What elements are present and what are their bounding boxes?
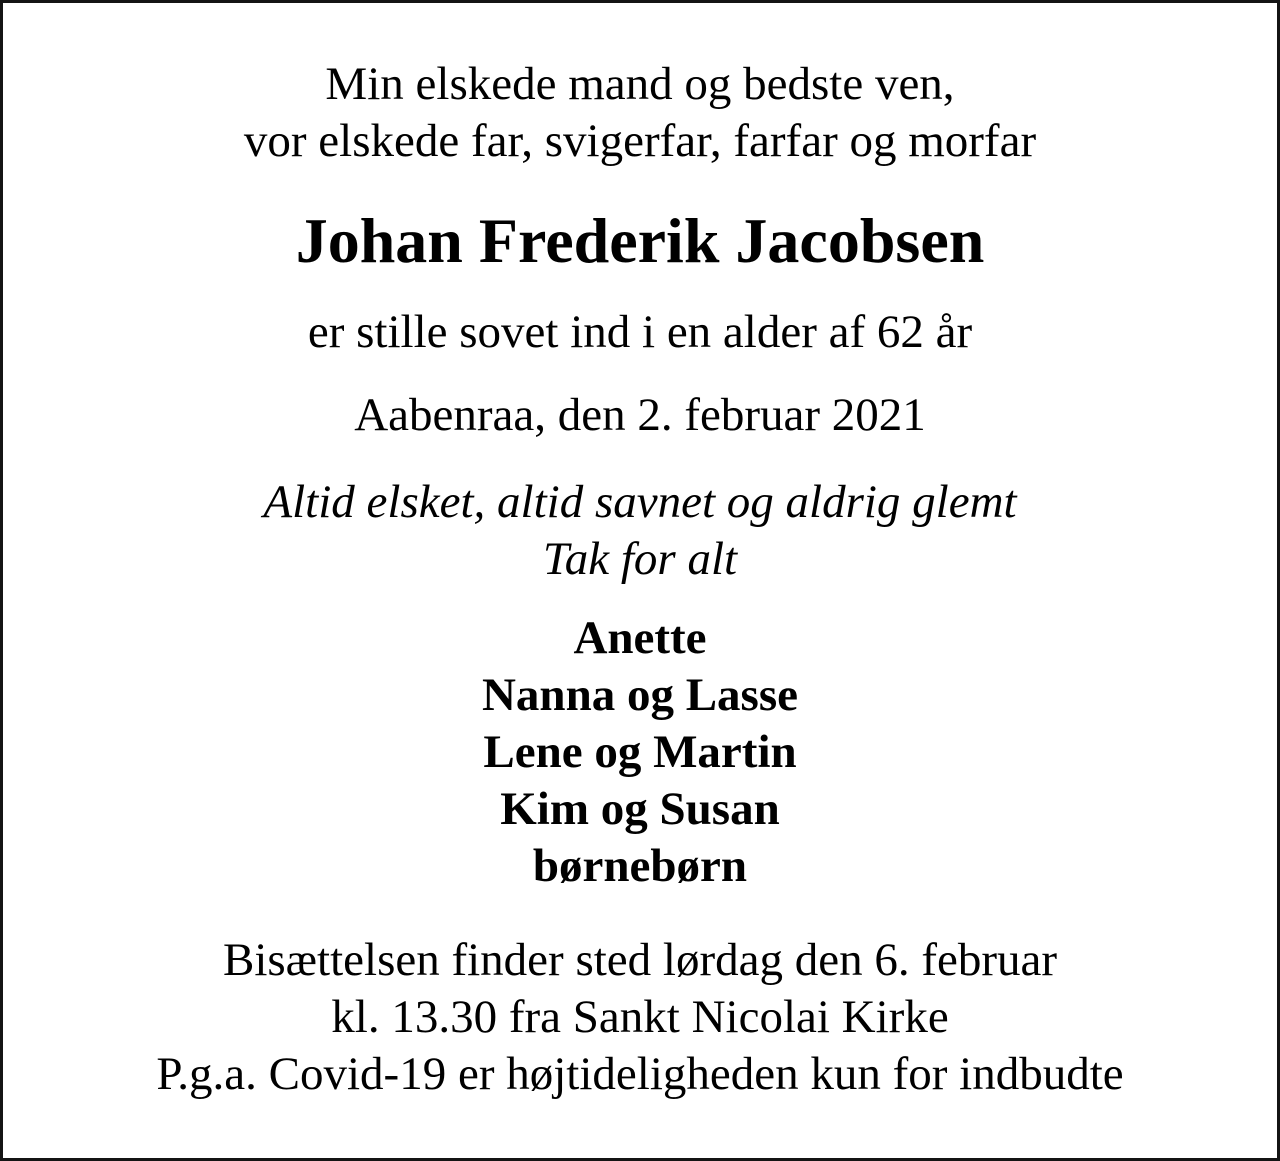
mourner-line-3: Lene og Martin <box>483 726 797 778</box>
intro-line-1: Min elskede mand og bedste ven, <box>325 58 955 110</box>
mourner-line-4: Kim og Susan <box>500 783 780 835</box>
epitaph-line-1: Altid elsket, altid savnet og aldrig glemt <box>263 476 1017 528</box>
ceremony-line-3: P.g.a. Covid-19 er højtideligheden kun for indbudte <box>156 1048 1124 1100</box>
mourner-line-2: Nanna og Lasse <box>481 669 798 721</box>
mourner-line-1: Anette <box>573 612 707 664</box>
ceremony-paragraph <box>3 932 1277 1103</box>
ceremony-line-2: kl. 13.30 fra Sankt Nicolai Kirke <box>331 991 949 1043</box>
place-date-paragraph <box>3 387 1277 444</box>
place-and-date: Aabenraa, den 2. februar 2021 <box>354 389 926 441</box>
deceased-name: Johan Frederik Jacobsen <box>295 205 985 276</box>
epitaph-paragraph <box>3 474 1277 588</box>
mourner-line-5: børnebørn <box>532 840 748 892</box>
epitaph-line-2: Tak for alt <box>542 533 738 585</box>
death-statement-paragraph <box>3 304 1277 361</box>
intro-paragraph <box>3 56 1277 170</box>
death-statement: er stille sovet ind i en alder af 62 år <box>307 306 973 358</box>
intro-line-2: vor elskede far, svigerfar, farfar og morfar <box>243 115 1037 167</box>
ceremony-line-1: Bisættelsen finder sted lørdag den 6. februar <box>222 934 1058 986</box>
mourners-paragraph <box>3 610 1277 895</box>
